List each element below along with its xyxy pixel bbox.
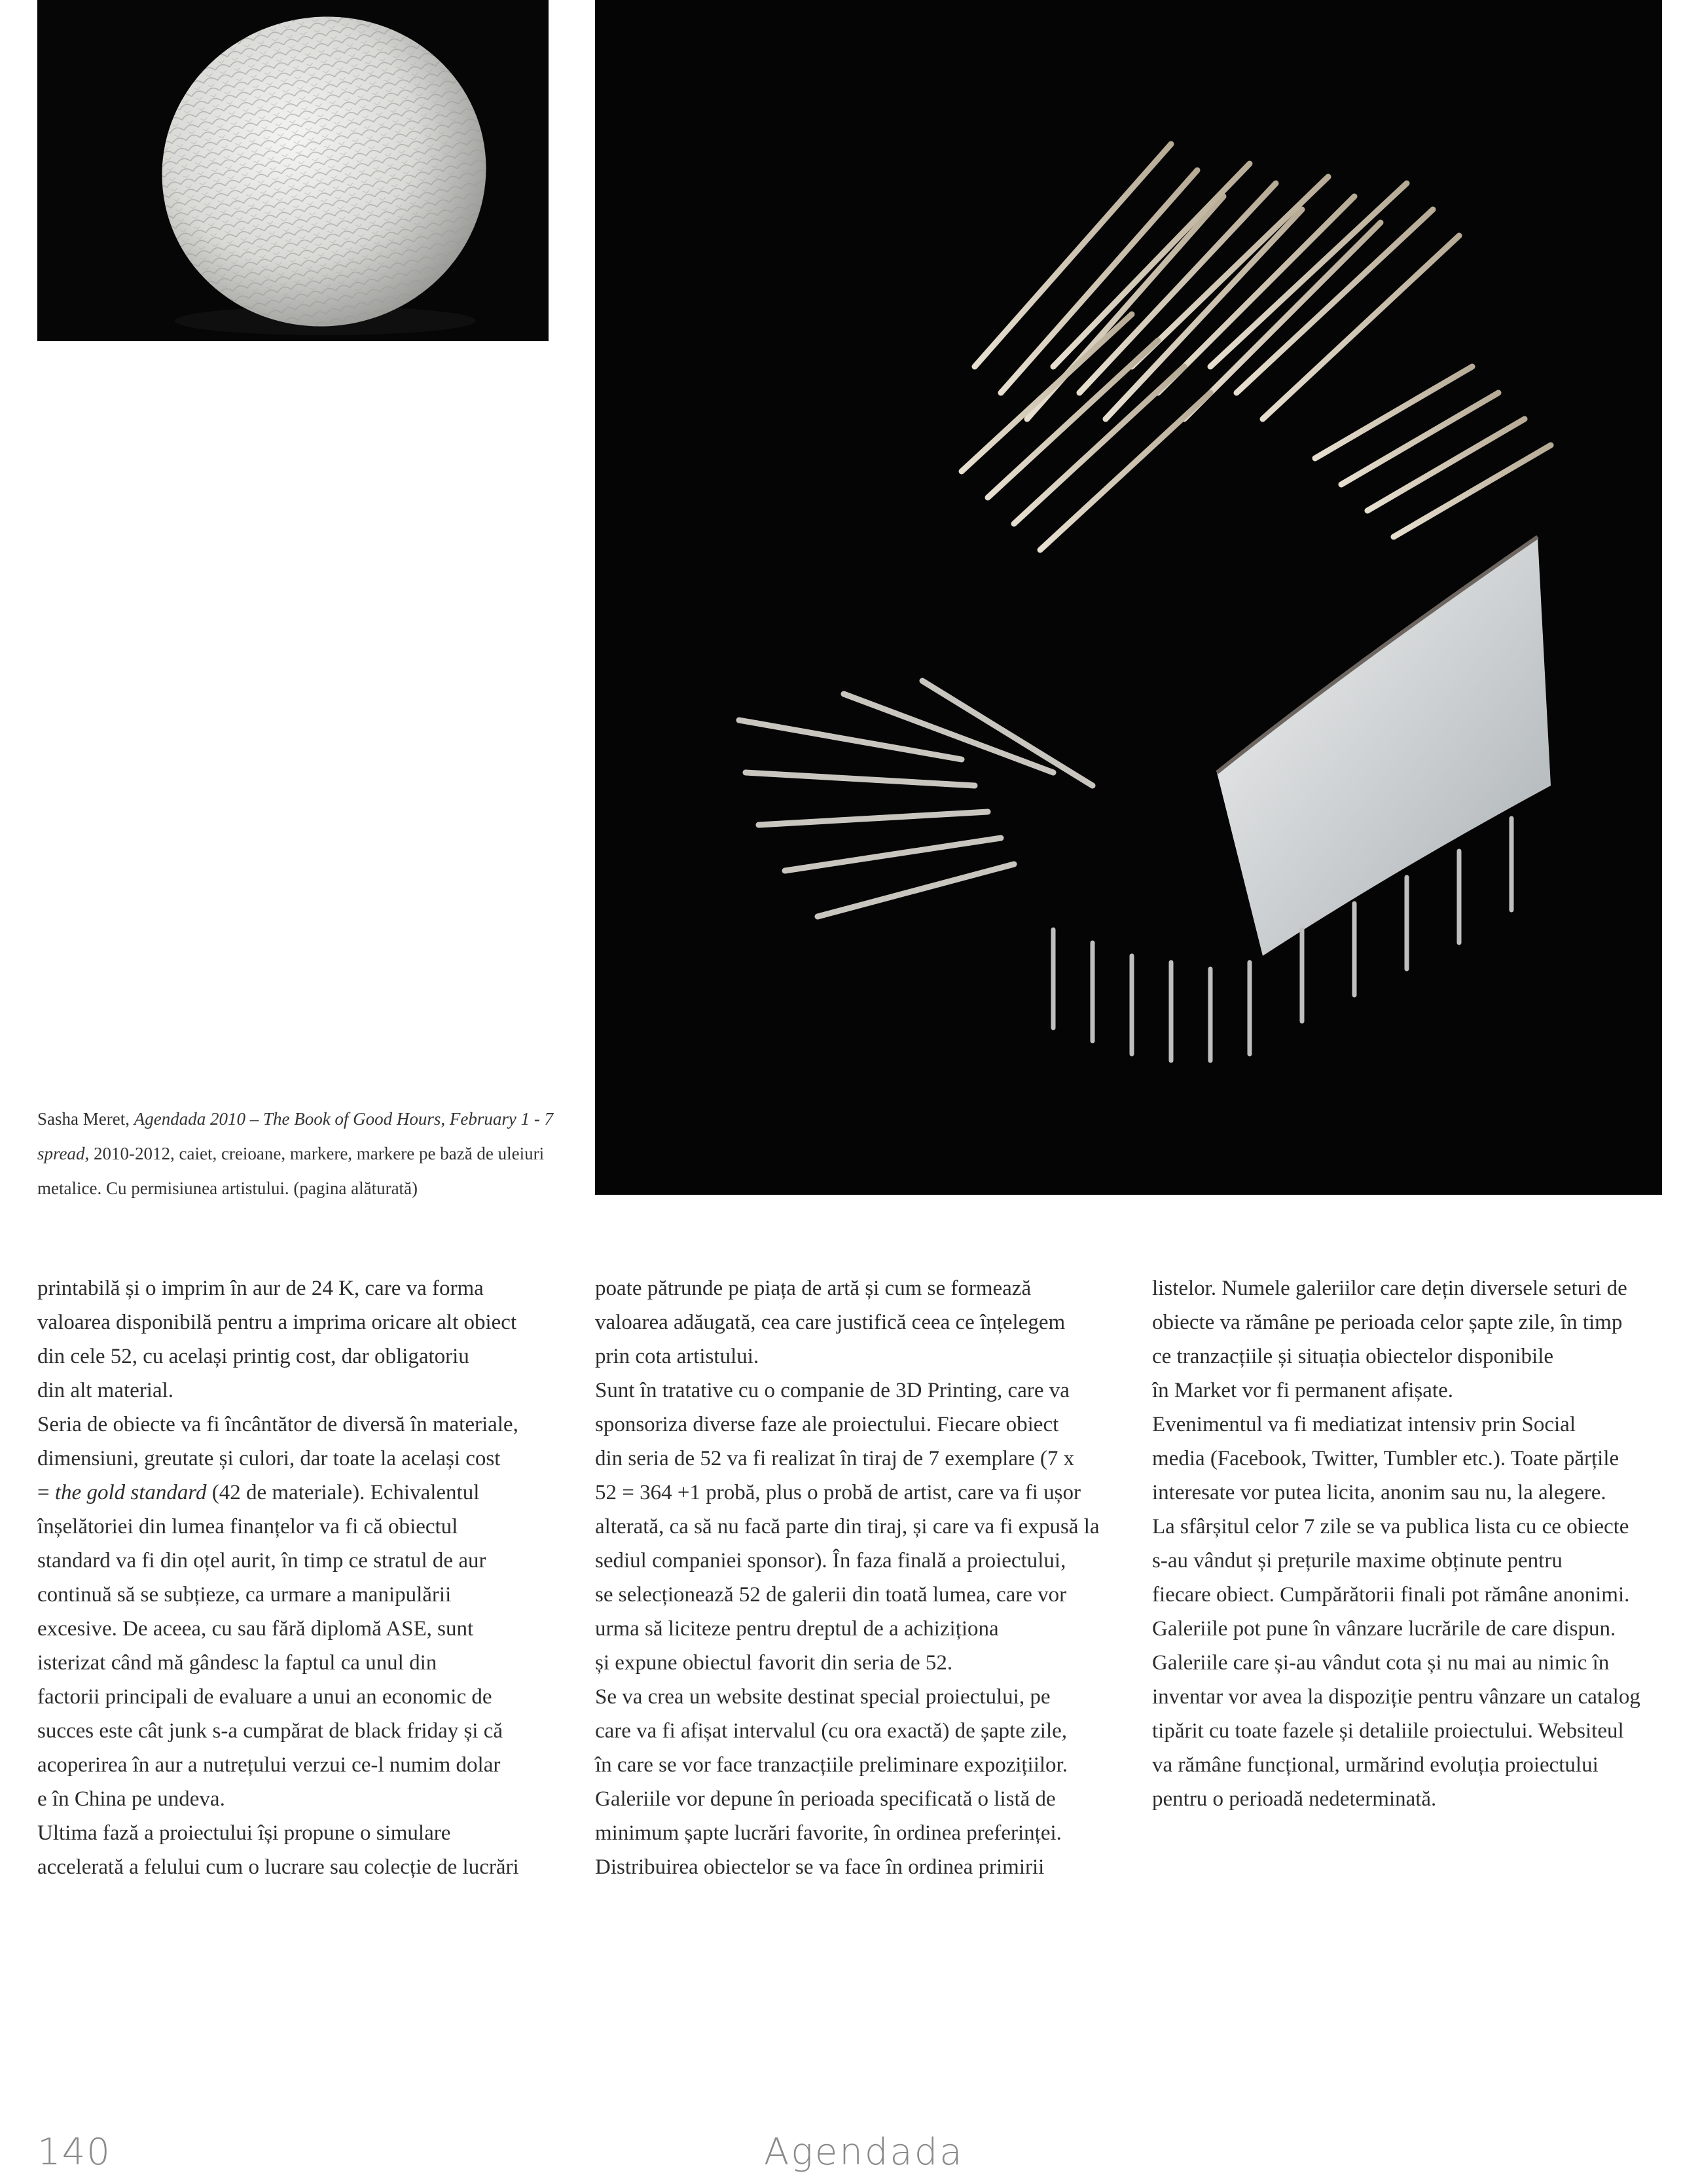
col1-text-part1: printabilă și o imprim în aur de 24 K, care va forma valoarea disponibilă pentru a imprima oricare alt obiect din cele 52, cu același printig cost, dar obligatoriu din alt material. Seria de obiecte va fi încântător de diversă în materiale, dimensiuni, greutate și culori, dar toate la același cost = [37, 1277, 518, 1504]
caption-title: Agendada 2010 – The Book of Good Hours, February 1 - 7 spread [37, 1109, 554, 1163]
col1-text-part2: (42 de materiale). Echivalentul înșelătoriei din lumea finanțelor va fi că obiectul standard va fi din oțel aurit, în timp ce stratul de aur continuă să se subțieze, ca urmare a manipulării excesive. De aceea, cu sau fără diplomă ASE, sunt isterizat când mă gândesc la faptul ca unul din factorii principali de evaluare a unui an economic de succes este cât junk s-a cumpărat de black friday și că acoperirea în aur a nutrețului verzui ce-l numim dolar e în China pe undeva. Ultima fază a proiectului își propune o simulare accelerată a felului cum o lucrare sau colecție de lucrări [37, 1481, 519, 1879]
caption-artist: Sasha Meret, [37, 1109, 134, 1129]
nail-book-sculpture-photo [595, 0, 1662, 1195]
col3-text: listelor. Numele galeriilor care dețin diversele seturi de obiecte va rămâne pe perioada celor șapte zile, în timp ce tranzacțiile și situația obiectelor disponibile în Market vor fi permanent afișate. Evenimentul va fi mediatizat intensiv prin Social media (Facebook, Twitter, Tumbler etc.). Toate părțile interesate vor putea licita, anonim sau nu, la alegere. La sfârșitul celor 7 zile se va publica lista cu ce obiecte s-au vândut și prețurile maxime obținute pentru fiecare obiect. Cumpărătorii finali pot rămâne anonimi. Galeriile pot pune în vânzare lucrările de care dispun. Galeriile care și-au vândut cota și nu mai au nimic în inventar vor avea la dispoziție pentru vânzare un catalog tipărit cu toate fazele și detaliile proiectului. Websiteul va rămâne funcțional, urmărind evoluția proiectului pentru o perioadă nedeterminată. [1152, 1277, 1640, 1811]
text-column-1 [37, 1271, 561, 1884]
caption-details: , 2010-2012, caiet, creioane, markere, markere pe bază de uleiuri metalice. Cu permisiunea artistului. (pagina alăturată) [37, 1144, 545, 1198]
text-column-2 [595, 1271, 1119, 1884]
text-column-3 [1152, 1271, 1676, 1816]
figure-caption [37, 1102, 561, 1206]
col1-italic-term: the gold standard [54, 1481, 207, 1504]
egg-sculpture-photo [37, 0, 549, 341]
col2-text: poate pătrunde pe piața de artă și cum se formează valoarea adăugată, cea care justifică ceea ce înțelegem prin cota artistului. Sunt în tratative cu o companie de 3D Printing, care va sponsoriza diverse faze ale proiectului. Fiecare obiect din seria de 52 va fi realizat în tiraj de 7 exemplare (7 x 52 = 364 +1 probă, plus o probă de artist, care va fi ușor alterată, ca să nu facă parte din tiraj, și care va fi expusă la sediul companiei sponsor). În faza finală a proiectului, se selecționează 52 de galerii din toată lumea, care vor urma să liciteze pentru dreptul de a achiziționa și expune obiectul favorit din seria de 52. Se va crea un website destinat special proiectului, pe care va fi afișat intervalul (cu ora exactă) de șapte zile, în care se vor face tranzacțiile preliminare expozițiilor. Galeriile vor depune în perioada specificată o listă de minimum șapte lucrări favorite, în ordinea preferinței. Distribuirea obiectelor se va face în ordinea primirii [595, 1277, 1100, 1879]
publication-title: Agendada [764, 2131, 964, 2174]
page-number: 140 [37, 2131, 111, 2174]
